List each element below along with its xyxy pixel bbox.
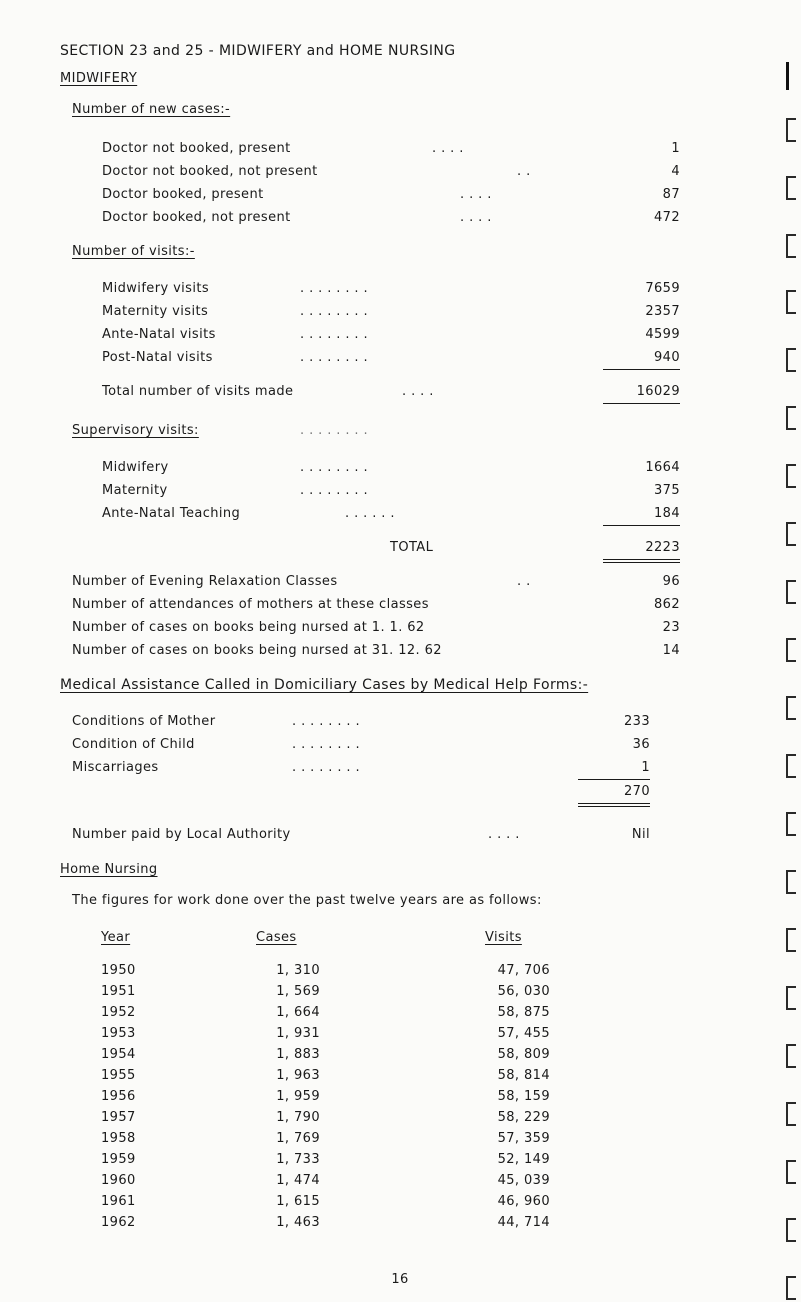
binding-mark [786,1044,796,1068]
leader-dots: . . . . . . . . [300,281,368,296]
row-label: Ante-Natal Teaching [102,506,241,521]
leader-dots: . . . . [488,827,520,842]
row-label: Ante-Natal visits [102,327,216,342]
cell-cases: 1, 931 [276,1026,320,1041]
row-value: 2357 [645,304,680,319]
row-value: 87 [662,187,680,202]
row-value: 1 [641,760,650,775]
binding-mark [786,290,796,314]
row-label: Midwifery visits [102,281,210,296]
binding-mark [786,1102,796,1126]
cell-cases: 1, 733 [276,1152,320,1167]
binding-mark [786,234,796,258]
row-label: Number of cases on books being nursed at 31. 12. 62 [72,643,442,658]
supervisory-total-value: 2223 [645,540,680,555]
cell-year: 1961 [101,1194,136,1209]
binding-mark [786,754,796,778]
supervisory-total-label: TOTAL [390,540,434,555]
binding-mark [786,464,796,488]
row-label: Number of Evening Relaxation Classes [72,574,338,589]
cell-cases: 1, 664 [276,1005,320,1020]
cell-visits: 58, 875 [497,1005,550,1020]
cell-visits: 58, 814 [497,1068,550,1083]
cell-year: 1956 [101,1089,136,1104]
cell-year: 1959 [101,1152,136,1167]
row-value: 1 [671,141,680,156]
leader-dots: . . . . [432,141,464,156]
total-double-rule [578,803,650,804]
cell-year: 1955 [101,1068,136,1083]
binding-mark [786,986,796,1010]
row-label: Maternity [102,483,168,498]
row-value: 1664 [645,460,680,475]
cell-visits: 44, 714 [497,1215,550,1230]
cell-visits: 56, 030 [497,984,550,999]
row-label: Post-Natal visits [102,350,213,365]
cell-cases: 1, 474 [276,1173,320,1188]
column-header-year: Year [101,930,131,945]
leader-dots: . . . . . . . . [300,350,368,365]
cell-cases: 1, 959 [276,1089,320,1104]
cell-visits: 58, 159 [497,1089,550,1104]
cell-visits: 57, 455 [497,1026,550,1041]
new-cases-heading: Number of new cases:- [72,102,231,117]
leader-dots: . . . . . . . . [300,483,368,498]
supervisory-heading: Supervisory visits: [72,423,199,438]
cell-cases: 1, 615 [276,1194,320,1209]
cell-year: 1954 [101,1047,136,1062]
row-label: Doctor not booked, present [102,141,291,156]
row-value: 4599 [645,327,680,342]
cell-cases: 1, 463 [276,1215,320,1230]
total-double-rule [578,806,650,807]
leader-dots: . . . . . . . . [292,737,360,752]
cell-year: 1958 [101,1131,136,1146]
row-value: 233 [623,714,650,729]
row-label: Doctor not booked, not present [102,164,318,179]
binding-mark [786,176,796,200]
row-label: Doctor booked, not present [102,210,291,225]
total-rule [603,403,680,404]
column-header-visits: Visits [485,930,522,945]
binding-mark [786,406,796,430]
leader-dots: . . . . . . . . [300,304,368,319]
row-value: 940 [653,350,680,365]
cell-cases: 1, 963 [276,1068,320,1083]
row-value: 862 [653,597,680,612]
cell-cases: 1, 883 [276,1047,320,1062]
row-value: 23 [662,620,680,635]
leader-dots: . . . . . . . . [300,460,368,475]
cell-cases: 1, 310 [276,963,320,978]
cell-cases: 1, 790 [276,1110,320,1125]
row-label: Conditions of Mother [72,714,216,729]
visits-heading: Number of visits:- [72,244,195,259]
leader-dots: . . . . . . . . [300,327,368,342]
cell-visits: 47, 706 [497,963,550,978]
column-header-cases: Cases [256,930,297,945]
row-value: 7659 [645,281,680,296]
total-double-rule [603,559,680,560]
cell-year: 1962 [101,1215,136,1230]
leader-dots: . . . . [460,210,492,225]
binding-mark [786,1218,796,1242]
leader-dots: . . . . [402,384,434,399]
cell-year: 1953 [101,1026,136,1041]
total-double-rule [603,562,680,563]
leader-dots: . . . . . . [345,506,395,521]
leader-dots: . . . . . . . . [300,423,368,438]
row-value: 4 [671,164,680,179]
binding-mark [786,928,796,952]
midwifery-heading: MIDWIFERY [60,71,138,86]
leader-dots: . . . . . . . . [292,760,360,775]
binding-mark [786,696,796,720]
cell-year: 1951 [101,984,136,999]
binding-mark [786,348,796,372]
binding-mark [786,118,796,142]
subtotal-rule [578,779,650,780]
row-value: 375 [653,483,680,498]
cell-year: 1957 [101,1110,136,1125]
binding-mark [786,638,796,662]
row-label: Maternity visits [102,304,209,319]
home-nursing-intro: The figures for work done over the past twelve years are as follows: [72,893,542,908]
paid-by-local-authority-value: Nil [631,827,650,842]
row-value: 472 [653,210,680,225]
visits-total-label: Total number of visits made [102,384,294,399]
binding-mark [786,870,796,894]
binding-mark [786,62,797,90]
leader-dots: . . [517,574,531,589]
cell-year: 1960 [101,1173,136,1188]
binding-mark [786,1160,796,1184]
page-number: 16 [391,1272,409,1287]
binding-mark [786,812,796,836]
row-label: Number of attendances of mothers at these classes [72,597,429,612]
leader-dots: . . [517,164,531,179]
medical-assistance-total: 270 [623,784,650,799]
cell-cases: 1, 769 [276,1131,320,1146]
row-value: 36 [632,737,650,752]
binding-mark [786,522,796,546]
row-value: 96 [662,574,680,589]
cell-visits: 58, 229 [497,1110,550,1125]
row-label: Midwifery [102,460,169,475]
binding-mark [786,1276,796,1300]
row-label: Condition of Child [72,737,195,752]
medical-assistance-heading: Medical Assistance Called in Domiciliary Cases by Medical Help Forms:- [60,677,589,693]
row-label: Miscarriages [72,760,159,775]
section-title: SECTION 23 and 25 - MIDWIFERY and HOME NURSING [60,43,456,59]
cell-year: 1950 [101,963,136,978]
row-value: 14 [662,643,680,658]
leader-dots: . . . . [460,187,492,202]
home-nursing-heading: Home Nursing [60,862,158,877]
cell-visits: 45, 039 [497,1173,550,1188]
subtotal-rule [603,525,680,526]
leader-dots: . . . . . . . . [292,714,360,729]
cell-year: 1952 [101,1005,136,1020]
row-label: Doctor booked, present [102,187,264,202]
cell-cases: 1, 569 [276,984,320,999]
cell-visits: 58, 809 [497,1047,550,1062]
cell-visits: 52, 149 [497,1152,550,1167]
cell-visits: 46, 960 [497,1194,550,1209]
row-label: Number of cases on books being nursed at 1. 1. 62 [72,620,425,635]
paid-by-local-authority-label: Number paid by Local Authority [72,827,291,842]
row-value: 184 [653,506,680,521]
subtotal-rule [603,369,680,370]
visits-total-value: 16029 [636,384,680,399]
cell-visits: 57, 359 [497,1131,550,1146]
binding-mark [786,580,796,604]
